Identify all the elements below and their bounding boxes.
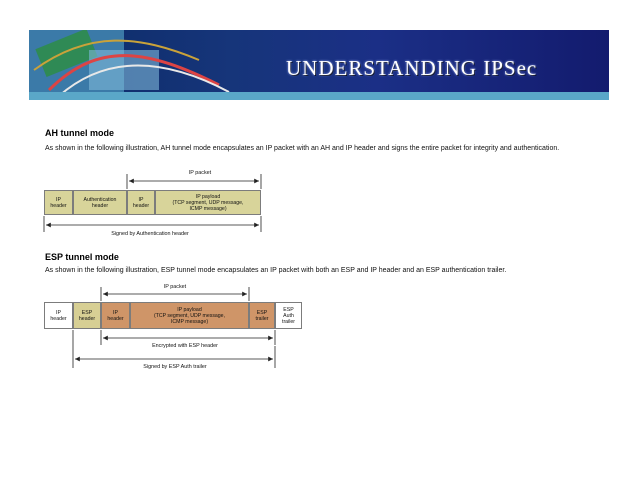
ah-cell-authentication-header: Authentication header — [73, 190, 127, 215]
esp-cell-esp-trailer: ESP trailer — [249, 302, 275, 329]
esp-cell-esp-header: ESP header — [73, 302, 101, 329]
ah-ip-packet-label: IP packet — [188, 170, 212, 176]
ah-heading: AH tunnel mode — [45, 128, 114, 138]
ah-cell-inner-ip-header: IP header — [127, 190, 155, 215]
ah-description: As shown in the following illustration, AH tunnel mode encapsulates an IP packet with an AH and IP header and signs the entire packet for integrity and authentication. — [45, 145, 560, 152]
esp-signed-label: Signed by ESP Auth trailer — [143, 364, 207, 370]
page-title: UNDERSTANDING IPSec — [286, 56, 538, 80]
esp-heading: ESP tunnel mode — [45, 252, 119, 262]
esp-cell-outer-ip-header: IP header — [44, 302, 73, 329]
ah-signed-label: Signed by Authentication header — [111, 231, 189, 237]
esp-description: As shown in the following illustration, ESP tunnel mode encapsulates an IP packet with both an ESP and IP header and an ESP authentication trailer. — [45, 267, 507, 274]
esp-cell-inner-ip-header: IP header — [101, 302, 130, 329]
ah-cell-outer-ip-header: IP header — [44, 190, 73, 215]
esp-cell-esp-auth-trailer: ESP Auth trailer — [275, 302, 302, 329]
ah-cell-ip-payload: IP payload (TCP segment, UDP message, ICMP message) — [155, 190, 261, 215]
esp-ip-packet-label: IP packet — [163, 284, 187, 290]
esp-cell-ip-payload: IP payload (TCP segment, UDP message, ICMP message) — [130, 302, 249, 329]
esp-encrypted-label: Encrypted with ESP header — [152, 343, 218, 349]
